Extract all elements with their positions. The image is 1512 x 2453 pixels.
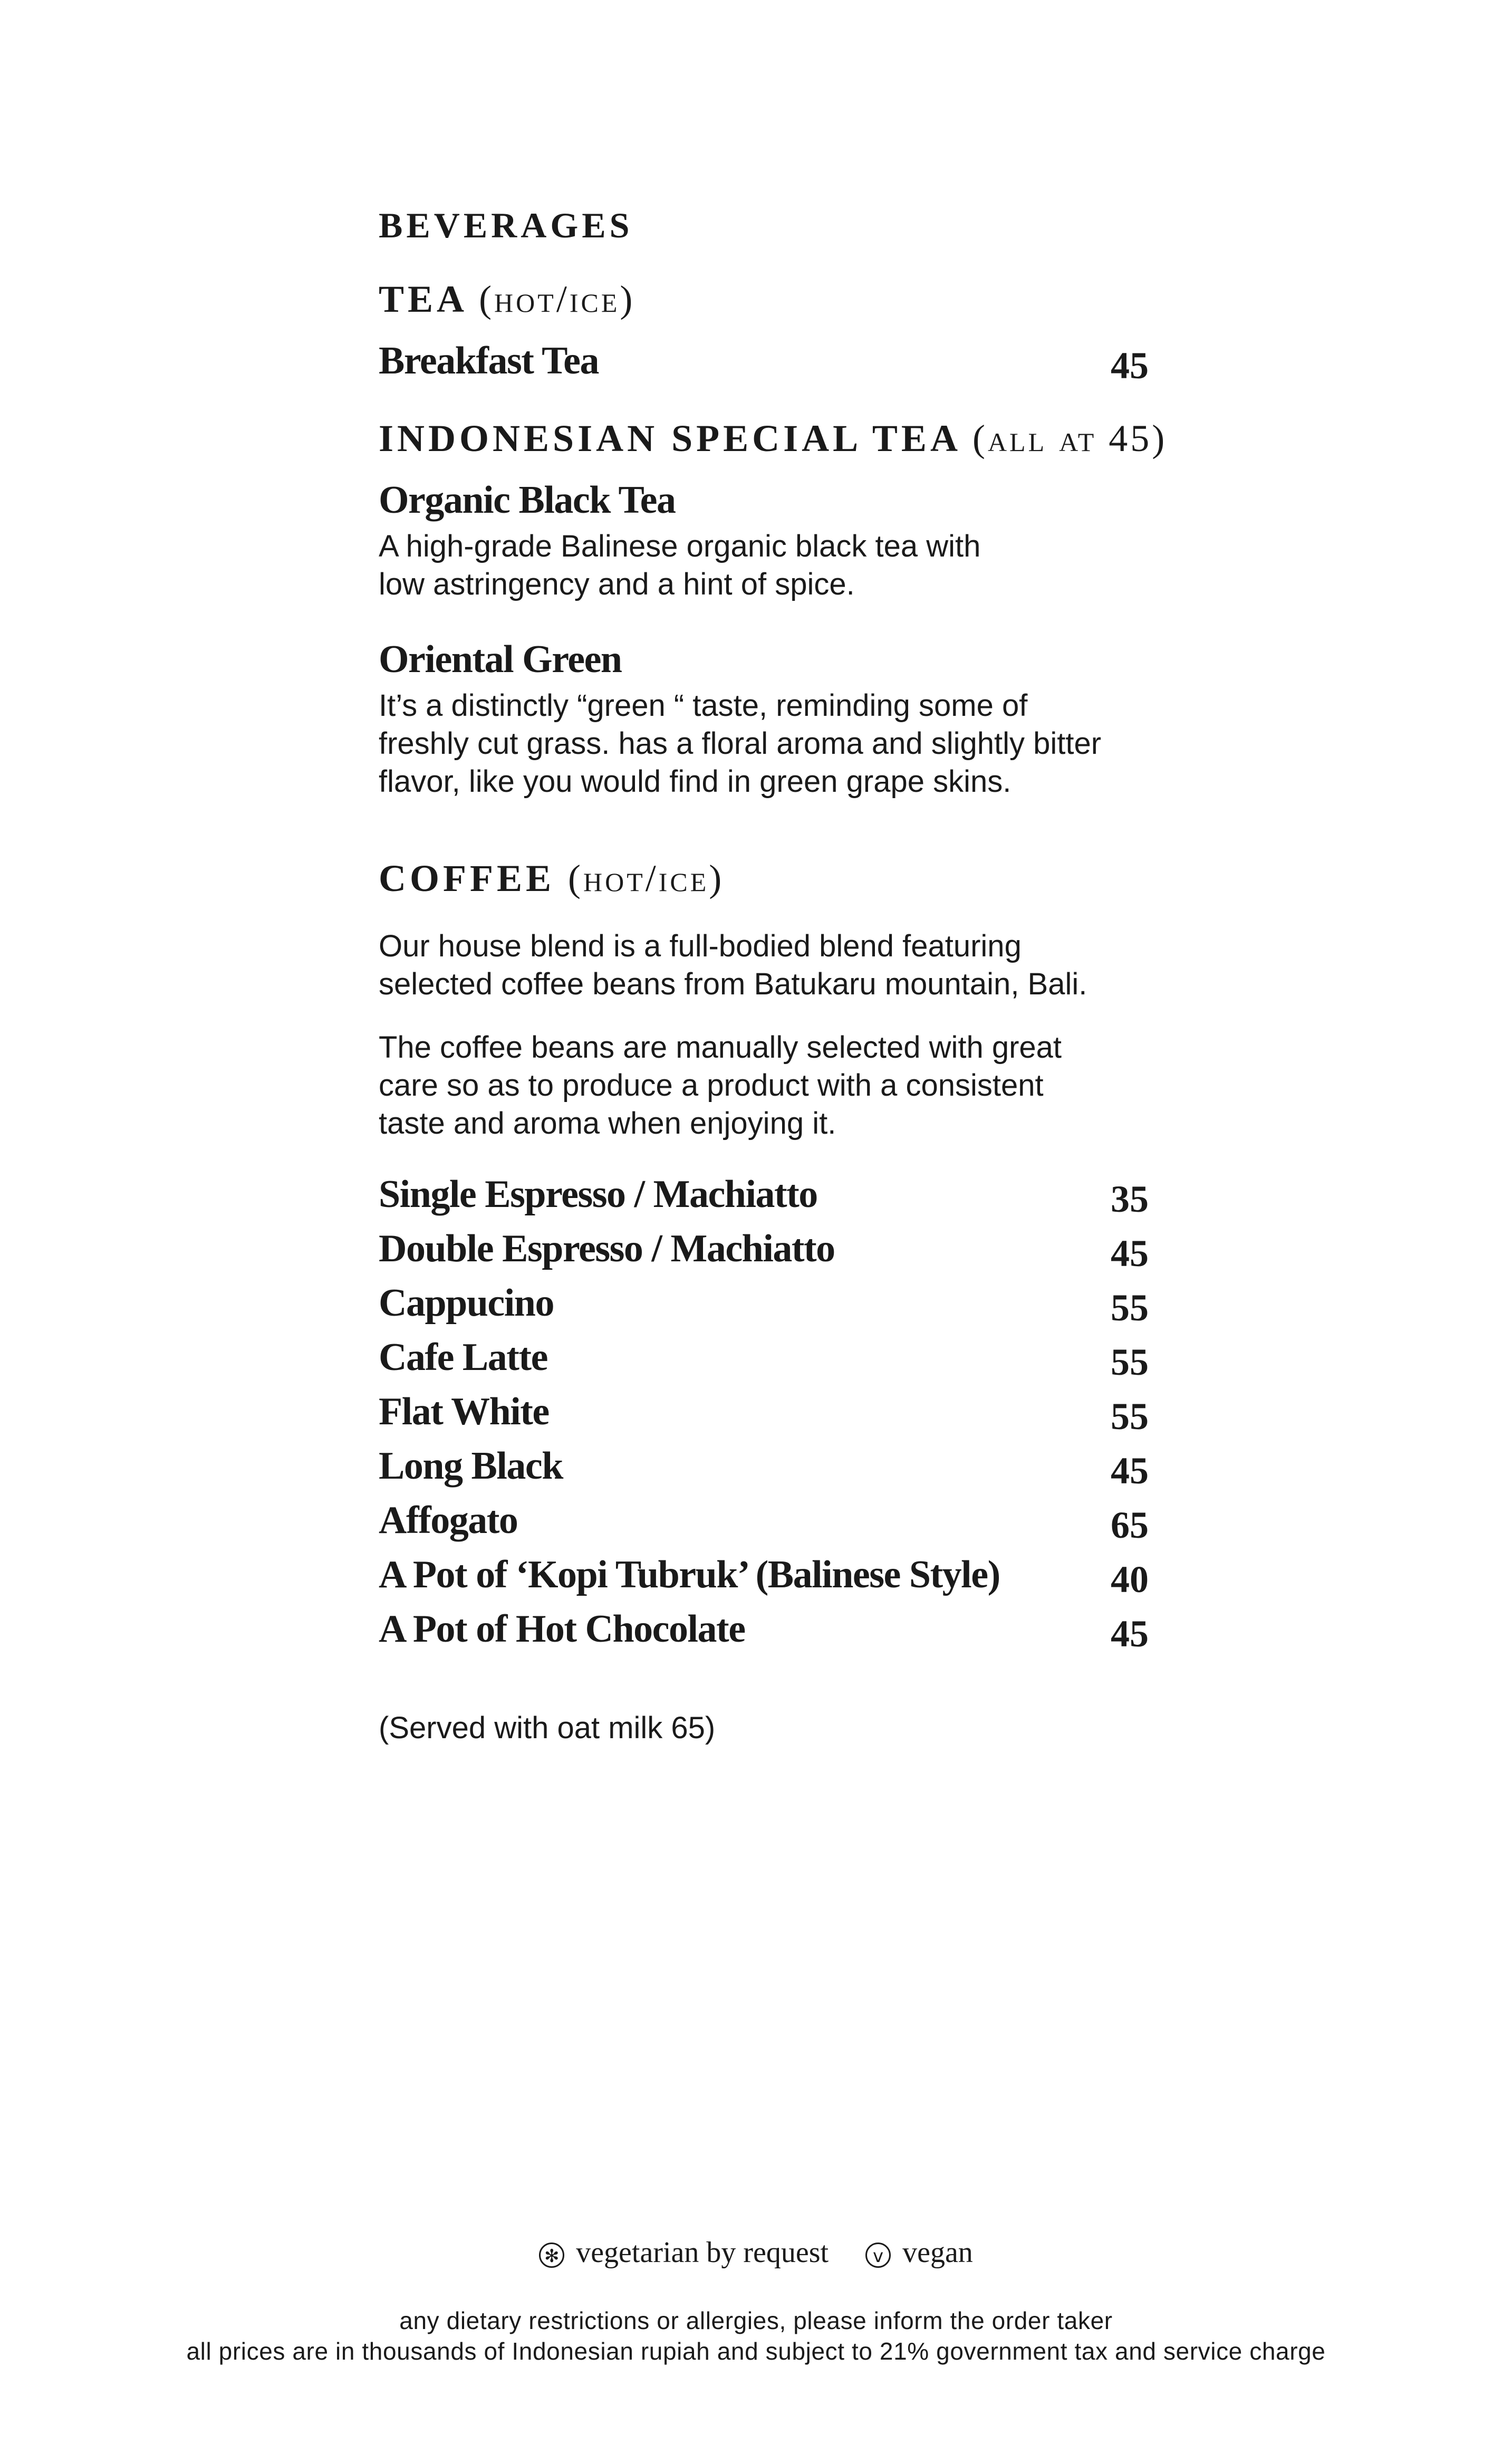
coffee-heading [379, 857, 724, 900]
coffee-item-name: Affogato [379, 1499, 518, 1542]
dietary-legend [0, 2236, 1512, 2269]
oriental-green-desc [379, 687, 1159, 801]
indonesian-tea-title: INDONESIAN SPECIAL TEA [379, 417, 959, 459]
desc-line: flavor, like you would find in green grape skins. [379, 764, 1012, 799]
desc-line: The coffee beans are manually selected with great [379, 1030, 1062, 1065]
coffee-item-price: 40 [1111, 1558, 1149, 1601]
coffee-item-price: 65 [1111, 1504, 1149, 1546]
coffee-item-price: 45 [1111, 1613, 1149, 1655]
desc-line: selected coffee beans from Batukaru mountain, Bali. [379, 967, 1087, 1001]
section-title: BEVERAGES [379, 205, 633, 245]
coffee-item-price: 55 [1111, 1287, 1149, 1329]
coffee-item-price: 35 [1111, 1178, 1149, 1220]
tea-item-price: 45 [1111, 344, 1149, 387]
coffee-item-price: 45 [1111, 1450, 1149, 1492]
coffee-item-price: 45 [1111, 1232, 1149, 1275]
coffee-item-name: Flat White [379, 1390, 549, 1433]
organic-black-tea-name: Organic Black Tea [379, 478, 676, 522]
indonesian-tea-note: (all at 45) [972, 417, 1168, 459]
desc-line: A high-grade Balinese organic black tea with [379, 529, 981, 563]
tea-item-name: Breakfast Tea [379, 339, 599, 382]
desc-line: It’s a distinctly “green “ taste, reminding some of [379, 688, 1028, 723]
coffee-item-name: A Pot of Hot Chocolate [379, 1607, 745, 1651]
desc-line: Our house blend is a full-bodied blend featuring [379, 929, 1022, 963]
coffee-note: (hot/ice) [568, 857, 725, 899]
desc-line: taste and aroma when enjoying it. [379, 1106, 836, 1141]
coffee-item-price: 55 [1111, 1341, 1149, 1383]
coffee-item-name: Single Espresso / Machiatto [379, 1173, 817, 1216]
desc-line: freshly cut grass. has a floral aroma and slightly bitter [379, 726, 1102, 761]
footer-price-note: all prices are in thousands of Indonesian rupiah and subject to 21% government tax and service charge [186, 2337, 1326, 2365]
coffee-title: COFFEE [379, 857, 555, 899]
coffee-item-price: 55 [1111, 1395, 1149, 1438]
desc-line: care so as to produce a product with a consistent [379, 1068, 1044, 1103]
tea-title: TEA [379, 278, 466, 320]
footer-allergy-note: any dietary restrictions or allergies, please inform the order taker [399, 2307, 1113, 2334]
oat-milk-note: (Served with oat milk 65) [379, 1711, 716, 1745]
coffee-item-name: A Pot of ‘Kopi Tubruk’ (Balinese Style) [379, 1553, 1000, 1596]
coffee-item-name: Long Black [379, 1444, 563, 1488]
vegetarian-icon: ✻ [539, 2243, 564, 2268]
oriental-green-name: Oriental Green [379, 638, 622, 681]
coffee-paragraph-2 [379, 1029, 1159, 1143]
vegan-icon: v [865, 2243, 891, 2268]
indonesian-tea-heading [379, 417, 1167, 461]
coffee-item-name: Double Espresso / Machiatto [379, 1227, 835, 1270]
coffee-item-name: Cappucino [379, 1281, 554, 1325]
vegan-label: vegan [902, 2236, 973, 2269]
organic-black-tea-desc [379, 528, 1159, 603]
tea-note: (hot/ice) [479, 278, 635, 320]
coffee-item-name: Cafe Latte [379, 1336, 547, 1379]
desc-line: low astringency and a hint of spice. [379, 567, 855, 601]
vegetarian-label: vegetarian by request [576, 2236, 829, 2269]
tea-heading [379, 277, 635, 321]
coffee-paragraph-1 [379, 927, 1159, 1003]
